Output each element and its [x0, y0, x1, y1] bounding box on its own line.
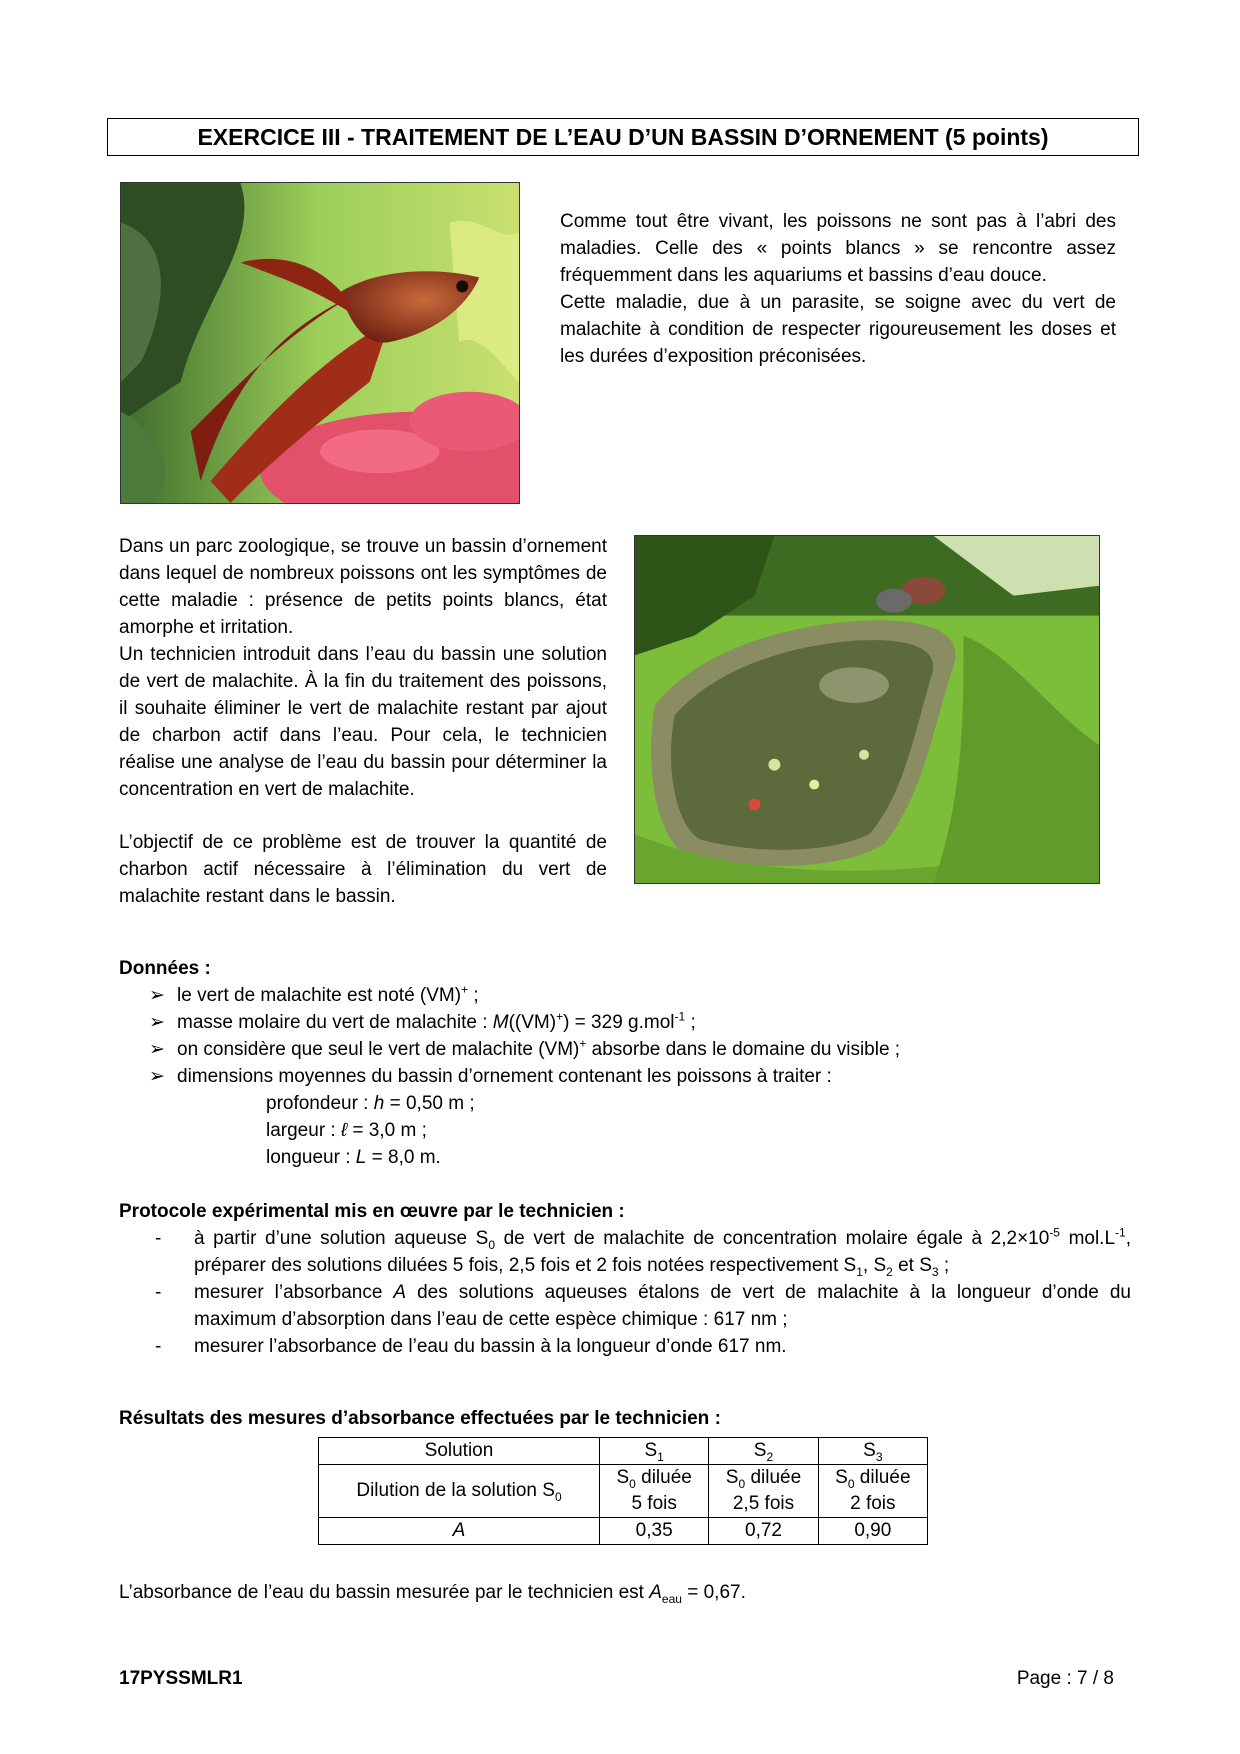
exercise-title: EXERCICE III - TRAITEMENT DE L’EAU D’UN BASSIN D’ORNEMENT (5 points)	[107, 118, 1139, 156]
donnees-item-2: ➢ masse molaire du vert de malachite : M((VM)+) = 329 g.mol$^{-1}$ ;	[119, 1009, 1139, 1036]
protocole-step-3: - mesurer l’absorbance de l’eau du bassin à la longueur d’onde 617 nm.	[155, 1336, 787, 1357]
dimensions-list	[119, 1090, 1139, 1171]
arrow-bullet-icon: ➢	[149, 1066, 165, 1087]
table-cell-absorbance-s3: 0,90	[818, 1518, 927, 1545]
donnees-item-4: ➢ dimensions moyennes du bassin d’ornement contenant les poissons à traiter :	[119, 1063, 1139, 1090]
context-paragraph-1: Dans un parc zoologique, se trouve un bassin d’ornement dans lequel de nombreux poissons ont les symptômes de cette maladie : présence de petits points blancs, état amorphe et irritation.	[119, 536, 607, 638]
arrow-bullet-icon: ➢	[149, 1039, 165, 1060]
donnees-heading: Données :	[119, 958, 211, 979]
protocole-step-1: - à partir d’une solution aqueuse $S_0$ de vert de malachite de concentration molaire égale à $2,2\times 10^{-5}$ $mol.L^{-1}$, préparer des solutions diluées 5 fois, 2,5 fois et 2 fois notées respectivement $S_1$, $S_2$ et $S_3$ ;	[155, 1225, 1131, 1279]
intro-paragraph-2: Cette maladie, due à un parasite, se soigne avec du vert de malachite à condition de respecter rigoureusement les doses et les durées d’exposition préconisées.	[560, 292, 1116, 367]
table-label-absorbance: A	[319, 1518, 600, 1545]
table-label-dilution: Dilution de la solution $S_0$	[319, 1465, 600, 1518]
protocole-section	[119, 1198, 1131, 1360]
table-row	[319, 1518, 928, 1545]
donnees-item-1: ➢ le vert de malachite est noté (VM)+ ;	[119, 982, 1139, 1009]
table-row	[319, 1465, 928, 1518]
pond-photo	[634, 535, 1100, 884]
table-header-s2: $S_2$	[709, 1438, 818, 1465]
footer-code: 17PYSSMLR1	[119, 1668, 243, 1689]
absorbance-conclusion: L’absorbance de l’eau du bassin mesurée par le technicien est $A_{eau} = 0,67$.	[119, 1582, 746, 1606]
intro-text	[560, 208, 1116, 370]
table-cell-absorbance-s1: 0,35	[600, 1518, 709, 1545]
protocole-step-2: - mesurer l’absorbance A des solutions aqueuses étalons de vert de malachite à la longueur d’onde du maximum d’absorption dans l’eau de cette espèce chimique : 617 nm ;	[155, 1282, 1131, 1330]
context-paragraph-3: L’objectif de ce problème est de trouver la quantité de charbon actif nécessaire à l’élimination du vert de malachite restant dans le bassin.	[119, 832, 607, 907]
donnees-item-3: ➢ on considère que seul le vert de malachite (VM)+ absorbe dans le domaine du visible ;	[119, 1036, 1139, 1063]
donnees-section	[119, 955, 1139, 1171]
resultats-heading: Résultats des mesures d’absorbance effectuées par le technicien :	[119, 1408, 721, 1429]
table-header-solution: Solution	[319, 1438, 600, 1465]
results-table	[318, 1437, 928, 1545]
fish-photo	[120, 182, 520, 504]
table-header-s1: $S_1$	[600, 1438, 709, 1465]
table-cell-absorbance-s2: 0,72	[709, 1518, 818, 1545]
table-header-s3: $S_3$	[818, 1438, 927, 1465]
protocole-heading: Protocole expérimental mis en œuvre par le technicien :	[119, 1201, 625, 1222]
arrow-bullet-icon: ➢	[149, 1012, 165, 1033]
arrow-bullet-icon: ➢	[149, 985, 165, 1006]
table-cell-dilution-s3: $S_0$ diluée 2 fois	[818, 1465, 927, 1518]
footer-page-number: Page : 7 / 8	[1016, 1668, 1114, 1689]
table-cell-dilution-s2: $S_0$ diluée 2,5 fois	[709, 1465, 818, 1518]
dimension-depth: profondeur : h = 0,50 m ;	[266, 1093, 475, 1114]
context-paragraph-2: Un technicien introduit dans l’eau du bassin une solution de vert de malachite. À la fin du traitement des poissons, il souhaite éliminer le vert de malachite restant par ajout de charbon actif dans l’eau. Pour cela, le technicien réalise une analyse de l’eau du bassin pour déterminer la concentration en vert de malachite.	[119, 644, 607, 800]
context-text	[119, 533, 607, 910]
table-row	[319, 1438, 928, 1465]
table-cell-dilution-s1: $S_0$ diluée 5 fois	[600, 1465, 709, 1518]
dimension-length: longueur : L = 8,0 m.	[266, 1147, 441, 1168]
dimension-width: largeur : ℓ = 3,0 m ;	[266, 1120, 427, 1141]
intro-paragraph-1: Comme tout être vivant, les poissons ne sont pas à l’abri des maladies. Celle des « points blancs » se rencontre assez fréquemment dans les aquariums et bassins d’eau douce.	[560, 211, 1116, 286]
